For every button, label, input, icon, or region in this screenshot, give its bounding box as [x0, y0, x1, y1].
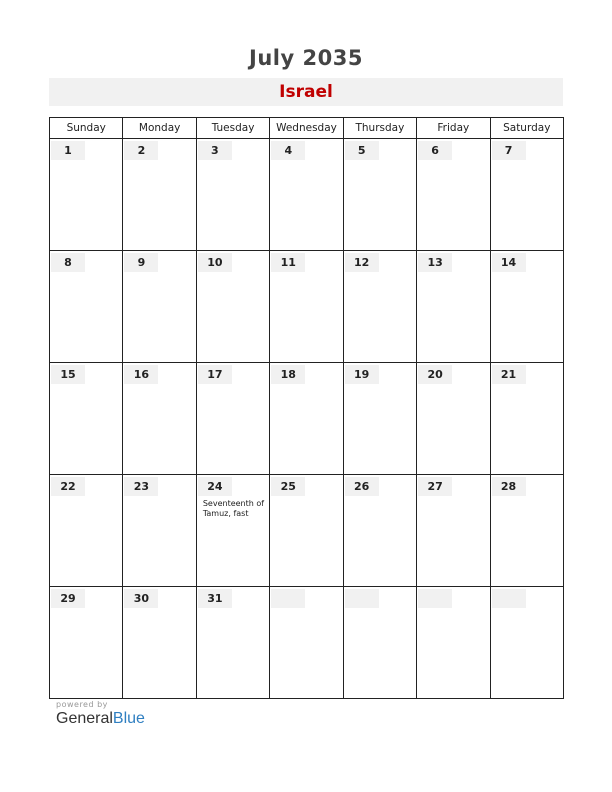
- day-number: 23: [124, 477, 158, 496]
- week-row: [50, 587, 564, 699]
- weekday-header: Tuesday: [196, 118, 269, 139]
- day-number: 19: [345, 365, 379, 384]
- day-number: 2: [124, 141, 158, 160]
- brand-part-general: General: [56, 710, 113, 727]
- day-cell: [417, 251, 490, 363]
- empty-day-label: [345, 589, 379, 608]
- day-number: 8: [51, 253, 85, 272]
- day-cell: [50, 475, 123, 587]
- calendar-title: July 2035: [249, 46, 363, 70]
- brand-part-blue: Blue: [112, 710, 145, 727]
- day-number: 20: [418, 365, 452, 384]
- week-row: [50, 475, 564, 587]
- day-cell: [343, 587, 416, 699]
- day-number: 25: [271, 477, 305, 496]
- calendar-grid: [49, 117, 564, 699]
- week-row: [50, 251, 564, 363]
- day-cell: [50, 363, 123, 475]
- weekday-header: Wednesday: [270, 118, 343, 139]
- footer: [56, 700, 145, 728]
- day-number: 9: [124, 253, 158, 272]
- day-number: 30: [124, 589, 158, 608]
- day-cell: [490, 587, 563, 699]
- powered-by-label: powered by: [56, 700, 108, 709]
- day-number: 31: [198, 589, 232, 608]
- day-cell: [196, 475, 269, 587]
- day-number: 26: [345, 477, 379, 496]
- day-cell: [343, 251, 416, 363]
- day-number: 4: [271, 141, 305, 160]
- day-number: 21: [492, 365, 526, 384]
- day-cell: [196, 251, 269, 363]
- week-row: [50, 139, 564, 251]
- day-number: 6: [418, 141, 452, 160]
- day-cell: [270, 587, 343, 699]
- day-cell: [417, 475, 490, 587]
- day-number: 18: [271, 365, 305, 384]
- weekday-header-row: [50, 118, 564, 139]
- day-number: 10: [198, 253, 232, 272]
- day-cell: [343, 363, 416, 475]
- day-number: 15: [51, 365, 85, 384]
- day-number: 11: [271, 253, 305, 272]
- day-cell: [270, 475, 343, 587]
- day-cell: [343, 475, 416, 587]
- day-cell: [123, 139, 196, 251]
- weekday-header: Saturday: [490, 118, 563, 139]
- weekday-header: Sunday: [50, 118, 123, 139]
- day-number: 17: [198, 365, 232, 384]
- day-cell: [123, 251, 196, 363]
- day-number: 22: [51, 477, 85, 496]
- day-cell: [270, 363, 343, 475]
- country-banner: [49, 78, 563, 106]
- day-cell: [123, 475, 196, 587]
- empty-day-label: [418, 589, 452, 608]
- day-number: 3: [198, 141, 232, 160]
- day-cell: [196, 587, 269, 699]
- empty-day-label: [271, 589, 305, 608]
- day-number: 5: [345, 141, 379, 160]
- day-number: 27: [418, 477, 452, 496]
- weekday-header: Monday: [123, 118, 196, 139]
- day-cell: [490, 475, 563, 587]
- day-number: 24: [198, 477, 232, 496]
- day-number: 13: [418, 253, 452, 272]
- day-cell: [270, 139, 343, 251]
- day-cell: [123, 363, 196, 475]
- weekday-header: Friday: [417, 118, 490, 139]
- day-cell: [50, 251, 123, 363]
- day-cell: [417, 363, 490, 475]
- empty-day-label: [492, 589, 526, 608]
- day-cell: [270, 251, 343, 363]
- week-row: [50, 363, 564, 475]
- day-cell: [123, 587, 196, 699]
- holiday-event: Seventeenth of Tamuz, fast: [202, 499, 265, 518]
- day-cell: [417, 139, 490, 251]
- day-number: 16: [124, 365, 158, 384]
- weekday-header: Thursday: [343, 118, 416, 139]
- day-cell: [490, 363, 563, 475]
- day-number: 28: [492, 477, 526, 496]
- day-cell: [417, 587, 490, 699]
- day-cell: [196, 139, 269, 251]
- day-cell: [490, 139, 563, 251]
- day-cell: [490, 251, 563, 363]
- day-cell: [50, 139, 123, 251]
- day-number: 29: [51, 589, 85, 608]
- day-number: 12: [345, 253, 379, 272]
- day-number: 14: [492, 253, 526, 272]
- day-cell: [343, 139, 416, 251]
- day-number: 1: [51, 141, 85, 160]
- day-cell: [50, 587, 123, 699]
- country-name: Israel: [279, 82, 333, 102]
- brand-logo[interactable]: [56, 710, 145, 728]
- day-cell: [196, 363, 269, 475]
- day-number: 7: [492, 141, 526, 160]
